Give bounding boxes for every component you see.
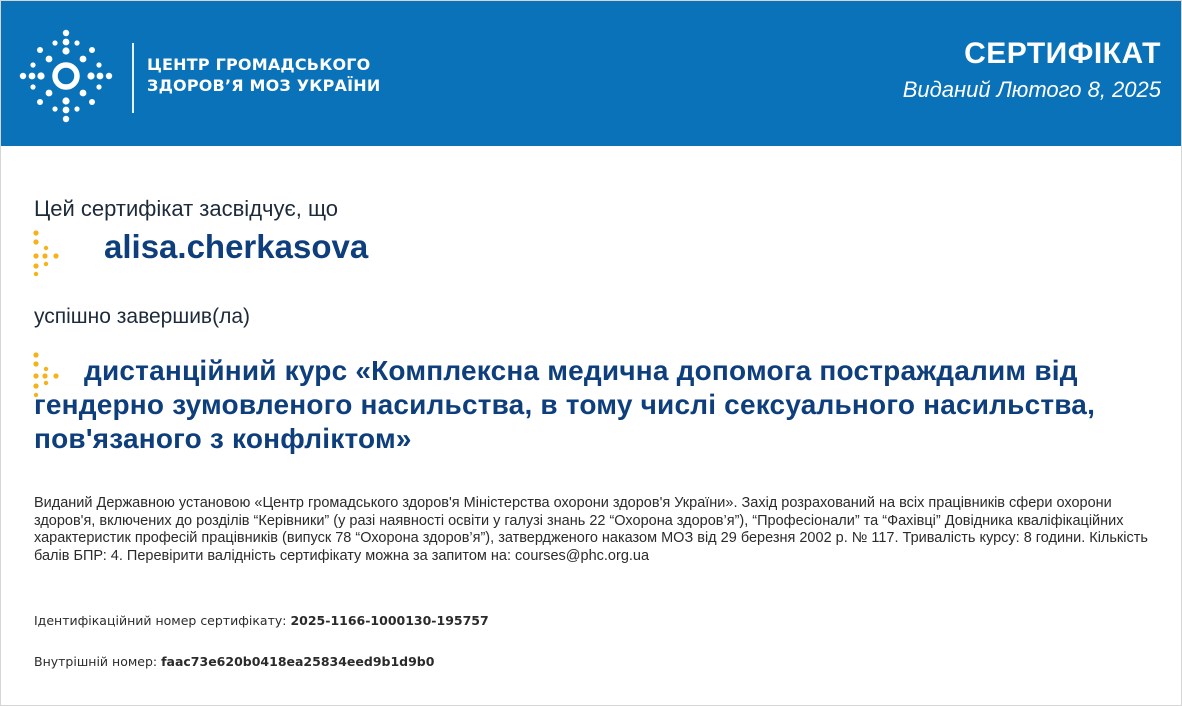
org-line-1: ЦЕНТР ГРОМАДСЬКОГО <box>147 55 371 74</box>
completed-text: успішно завершив(ла) <box>34 305 250 328</box>
internal-number <box>34 654 434 669</box>
certificate-id-value: 2025-1166-1000130-195757 <box>290 613 489 628</box>
org-line-2: ЗДОРОВ’Я МОЗ УКРАЇНИ <box>147 76 381 95</box>
course-title: дистанційний курс «Комплексна медична допомога постраждалим від гендерно зумовленого насильства, в тому числі сексуального насильства, пов'язаного з конфліктом» <box>34 355 1096 454</box>
logo-divider <box>132 43 134 113</box>
recipient-name: alisa.cherkasova <box>104 228 369 265</box>
certificate-title: СЕРТИФІКАТ <box>964 37 1161 70</box>
certificate-header <box>1 1 1181 146</box>
accent-dots-icon <box>30 228 66 276</box>
phc-logo-icon <box>19 29 113 123</box>
issue-date: Виданий Лютого 8, 2025 <box>902 77 1161 102</box>
internal-number-label: Внутрішній номер: <box>34 654 158 669</box>
internal-number-value: faac73e620b0418ea25834eed9b1d9b0 <box>161 654 435 669</box>
intro-text: Цей сертифікат засвідчує, що <box>34 196 339 221</box>
certificate-description: Виданий Державною установою «Центр громадського здоров'я Міністерства охорони здоров'я України». Захід розрахований на всіх працівників сфери охорони здоров'я, включених до розділів “Керівники” (у разі наявності освіти у галузі знань 22 “Охорона здоров’я”), “Професіонали” та “Фахівці” Довідника кваліфікаційних характеристик професій працівників (випуск 78 “Охорона здоров’я”), затвердженого наказом МОЗ від 29 березня 2002 р. № 117. Тривалість курсу: 8 години. Кількість балів БПР: 4. Перевірити валідність сертифікату можна за запитом на: courses@phc.org.ua <box>34 495 1148 564</box>
organization-name <box>147 54 380 96</box>
certificate-id <box>34 613 489 628</box>
certificate-id-label: Ідентифікаційний номер сертифікату: <box>34 613 287 628</box>
